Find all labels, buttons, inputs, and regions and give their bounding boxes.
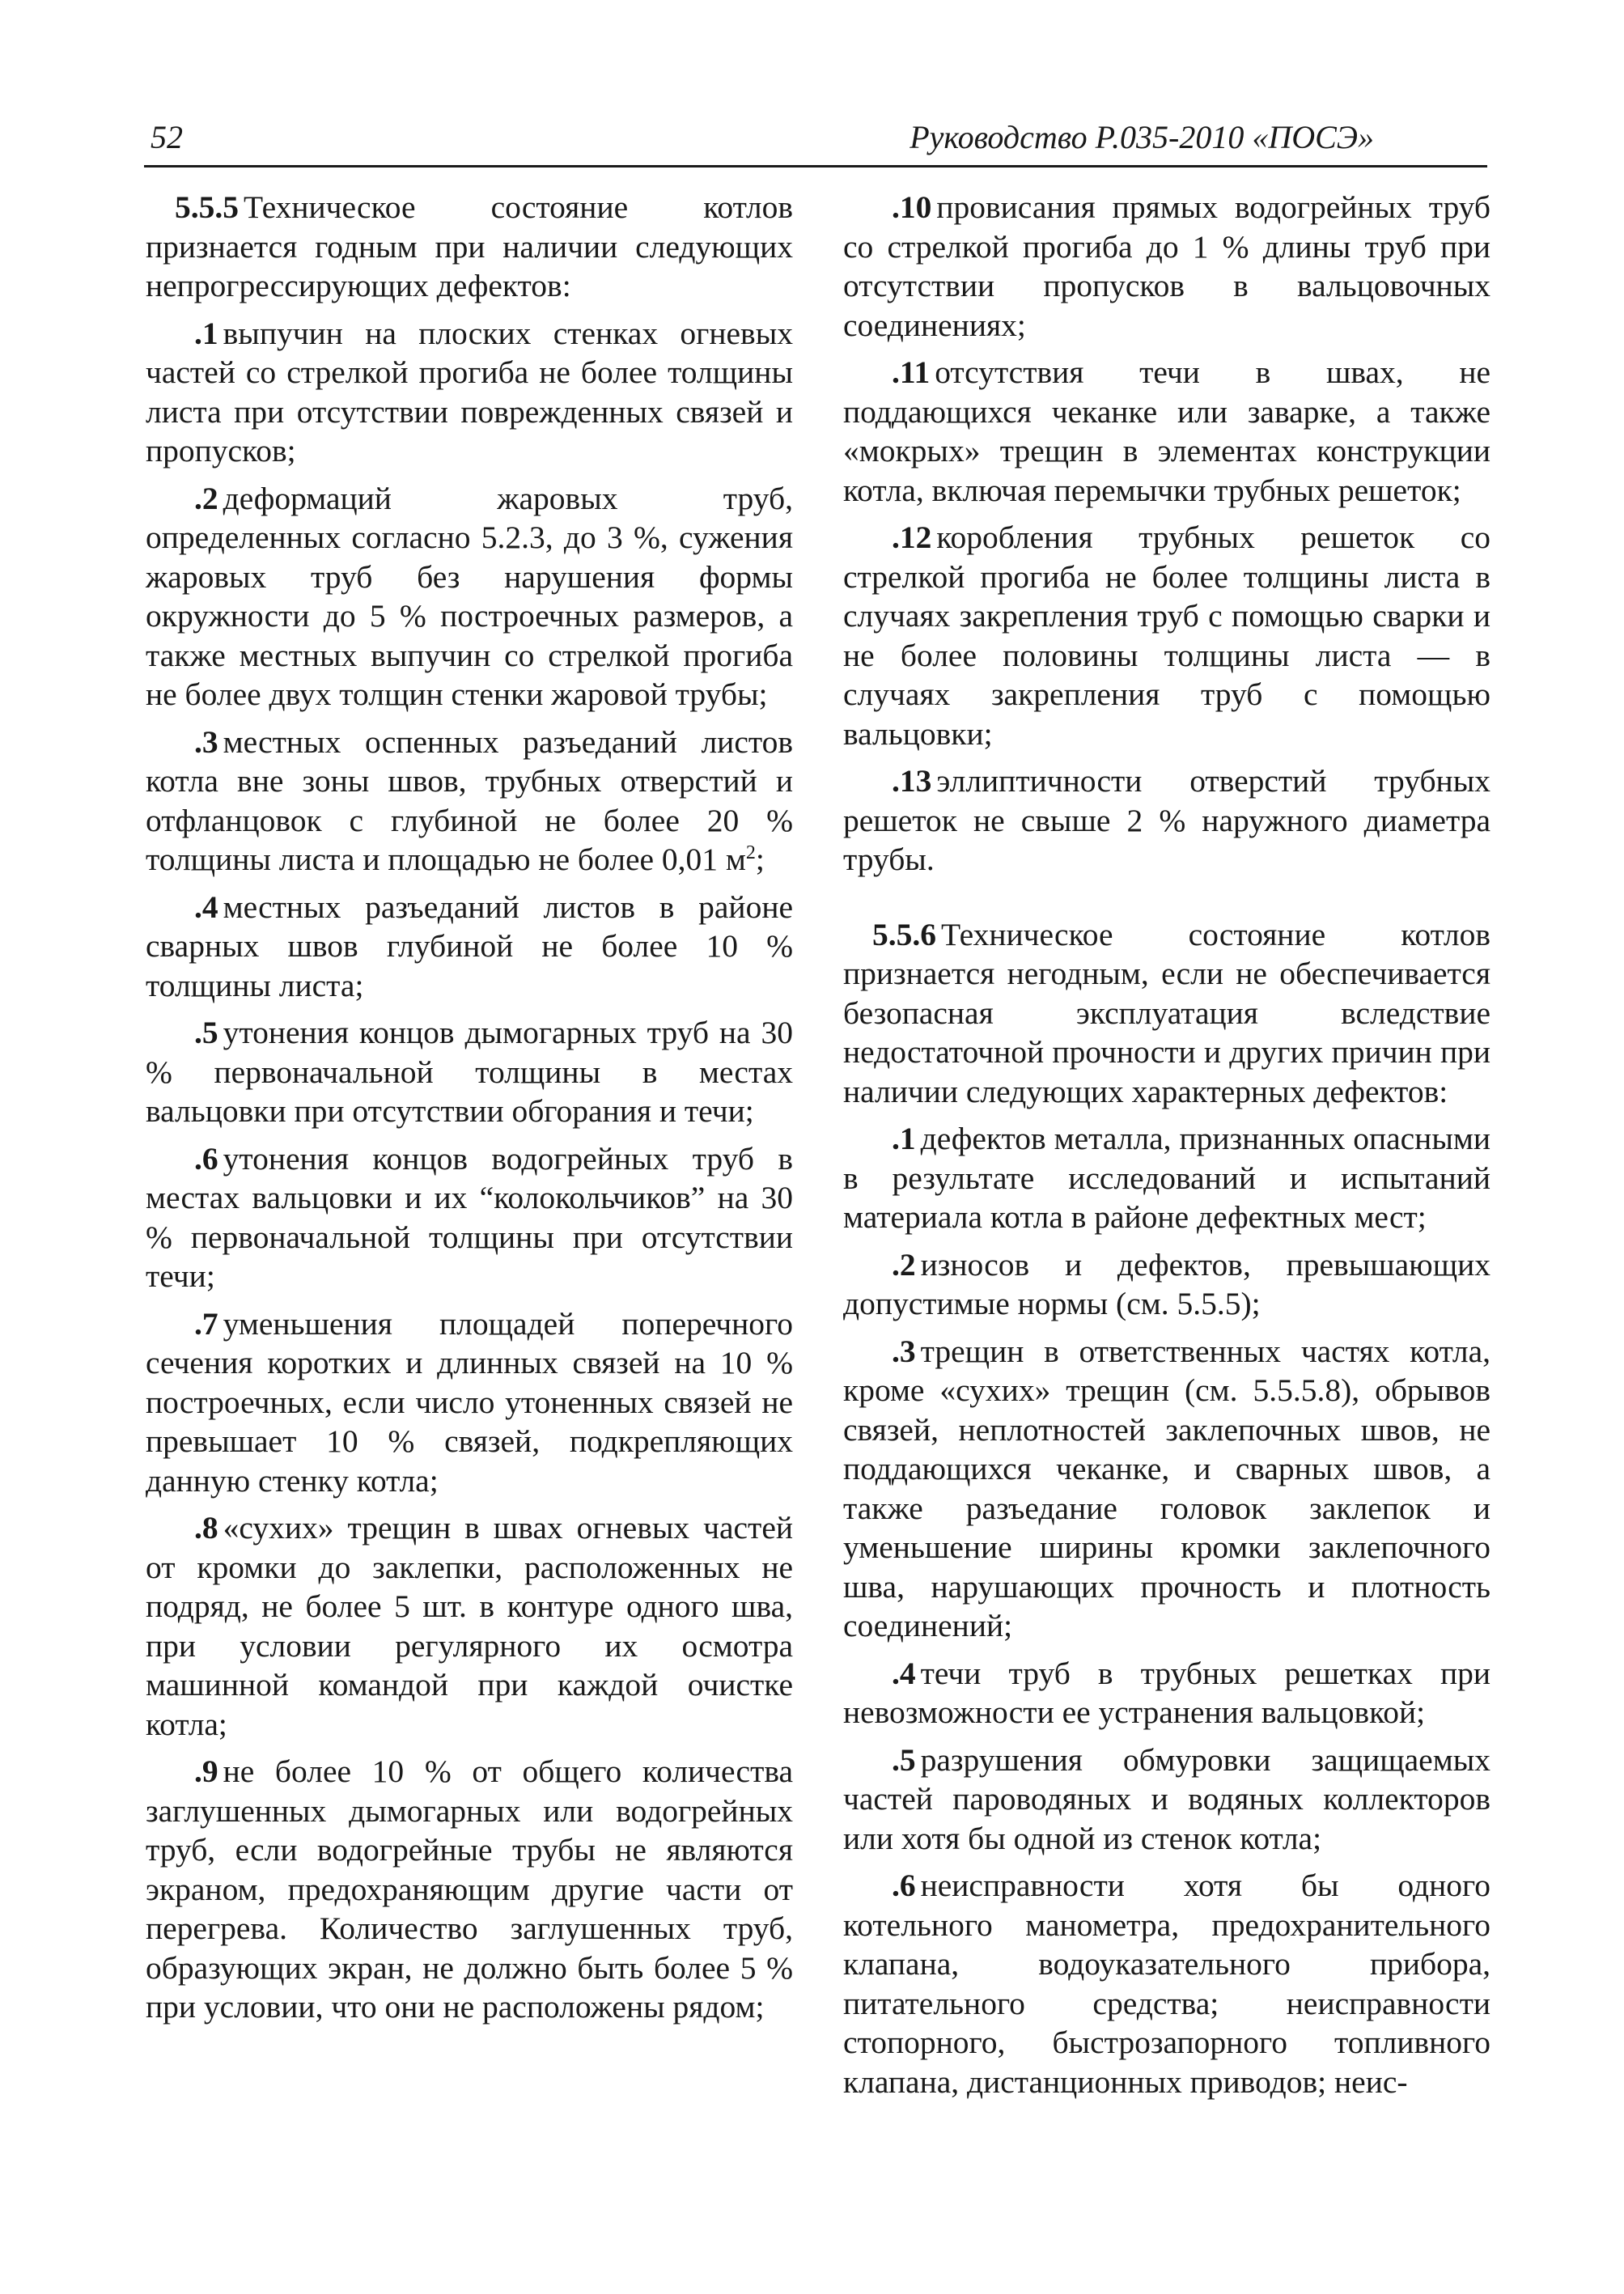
paragraph-text: течи труб в трубных решетках при невозможности ее устранения вальцовкой; [843,1655,1490,1730]
item-number: .5 [194,1015,218,1050]
item-number: 5.5.5 [175,189,239,225]
paragraph-text: местных оспенных разъеданий листов котла вне зоны швов, трубных отверстий и отфланцовок с глубиной не более 20 % толщины листа и площадью не более 0,01 м [146,723,793,877]
list-item [146,1508,793,1744]
item-number: .3 [892,1333,916,1369]
list-item [843,761,1490,880]
list-item [146,1304,793,1501]
list-item [843,1741,1490,1859]
paragraph-text: эллиптичности отверстий трубных решеток не свыше 2 % наружного диаметра трубы. [843,763,1490,877]
page-header [144,115,1487,167]
paragraph-text: уменьшения площадей поперечного сечения коротких и длинных связей на 10 % построечных, если число утоненных связей не превышает 10 % связей, подкрепляющих данную стенку котла; [146,1305,793,1499]
paragraph-text: отсутствия течи в швах, не поддающихся чеканке или заварке, а также «мокрых» трещин в элементах конструкции котла, включая перемычки трубных решеток; [843,354,1490,508]
item-number: .1 [892,1121,916,1156]
list-item [146,1013,793,1131]
item-number: .1 [194,315,218,351]
list-item [843,353,1490,510]
paragraph-text: утонения концов водогрейных труб в местах вальцовки и их “колокольчиков” на 30 % первоначальной толщины при отсутствии течи; [146,1140,793,1294]
list-item [843,518,1490,753]
paragraph-text: разрушения обмуровки защищаемых частей пароводяных и водяных коллекторов или хотя бы одной из стенок котла; [843,1741,1490,1856]
paragraph-text: не более 10 % от общего количества заглушенных дымогарных или водогрейных труб, если водогрейные трубы не являются экраном, предохраняющим другие части от перегрева. Количество заглушенных труб, образующих экран, не должно быть более 5 % при условии, что они не расположены рядом; [146,1753,793,2025]
item-number: .7 [194,1305,218,1342]
left-column [146,188,793,2035]
item-number: .10 [892,189,932,225]
list-item [843,1332,1490,1646]
list-item [146,479,793,714]
paragraph-text: выпучин на плоских стенках огневых частей со стрелкой прогиба не более толщины листа при отсутствии поврежденных связей и пропусков; [146,315,793,469]
list-item [146,314,793,471]
item-number: .11 [892,354,931,390]
list-item [146,888,793,1006]
item-number: .12 [892,519,932,555]
paragraph-text: утонения концов дымогарных труб на 30 % первоначальной толщины в местах вальцовки при отсутствии обгорания и течи; [146,1015,793,1129]
paragraph-text: «сухих» трещин в швах огневых частей от кромки до заклепки, расположенных не подряд, не более 5 шт. в контуре одного шва, при условии регулярного их осмотра машинной командой при каждой очистке котла; [146,1510,793,1742]
list-item [146,1139,793,1296]
list-item [843,1119,1490,1237]
superscript: 2 [745,842,756,863]
page-number: 52 [151,119,183,155]
item-number: .4 [892,1655,916,1691]
item-number: .6 [892,1868,916,1903]
item-number: .9 [194,1753,218,1789]
item-number: .4 [194,888,218,925]
running-title: Руководство Р.035-2010 «ПОСЭ» [910,119,1374,155]
list-item [146,1752,793,2027]
list-item [843,1654,1490,1732]
item-number: .13 [892,763,932,799]
paragraph-text: дефектов металла, признанных опасными в результате исследований и испытаний материала котла в районе дефектных мест; [843,1121,1490,1235]
list-item [146,723,793,880]
paragraph-text: неисправности хотя бы одного котельного манометра, предохранительного клапана, водоуказательного прибора, питательного средства; неисправности стопорного, быстрозапорного топливного клапана, дистанционных приводов; неис- [843,1868,1490,2100]
item-number: .6 [194,1140,218,1177]
paragraph-text-end: ; [755,842,765,877]
list-item [843,1866,1490,2101]
list-item [843,188,1490,345]
item-number: .5 [892,1741,916,1778]
paragraph-text: износов и дефектов, превышающих допустимые нормы (см. 5.5.5); [843,1246,1490,1321]
paragraph-text: трещин в ответственных частях котла, кроме «сухих» трещин (см. 5.5.5.8), обрывов связей, неплотностей заклепочных швов, не поддающихся чеканке, и сварных швов, а также разъедание головок заклепок и уменьшение ширины кромки заклепочного шва, нарушающих прочность и плотность соединений; [843,1333,1490,1643]
paragraph-text: деформаций жаровых труб, определенных согласно 5.2.3, до 3 %, сужения жаровых труб без нарушения формы окружности до 5 % построечных размеров, а также местных выпучин со стрелкой прогиба не более двух толщин стенки жаровой трубы; [146,480,793,712]
section-paragraph [843,915,1490,1112]
item-number: .3 [194,723,218,760]
right-column [843,188,1490,2110]
paragraph-text: коробления трубных решеток со стрелкой прогиба не более толщины листа в случаях закрепления труб с помощью сварки и не более половины толщины листа — в случаях закрепления труб с помощью вальцовки; [843,519,1490,752]
paragraph-text: местных разъеданий листов в районе сварных швов глубиной не более 10 % толщины листа; [146,888,793,1003]
section-paragraph [146,188,793,306]
paragraph-text: Техническое состояние котлов признается негодным, если не обеспечивается безопасная эксплуатация вследствие недостаточной прочности и других причин при наличии следующих характерных дефектов: [843,916,1490,1109]
list-item [843,1245,1490,1324]
item-number: .2 [892,1246,916,1283]
paragraph-text: Техническое состояние котлов признается годным при наличии следующих непрогрессирующих дефектов: [146,189,793,303]
paragraph-text: провисания прямых водогрейных труб со стрелкой прогиба до 1 % длины труб при отсутствии пропусков в вальцовочных соединениях; [843,189,1490,343]
item-number: 5.5.6 [872,916,936,952]
item-number: .8 [194,1510,218,1546]
item-number: .2 [194,480,218,516]
